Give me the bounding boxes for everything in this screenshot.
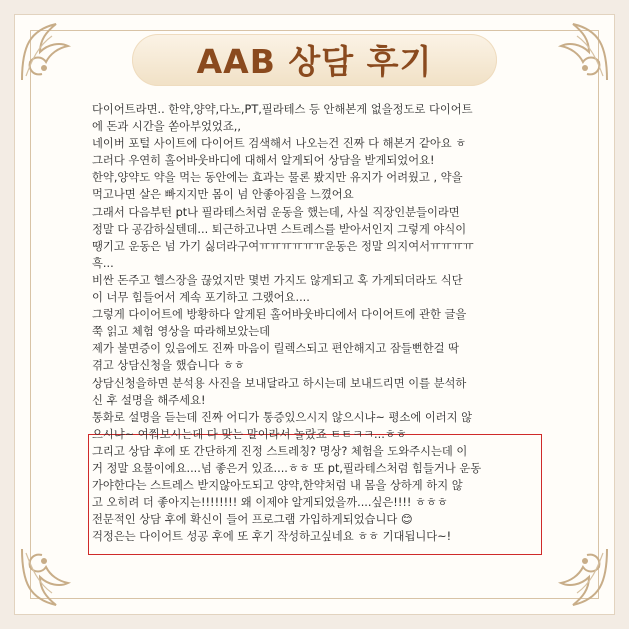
review-line: 그렇게 다이어트에 방황하다 알게된 홀어바웃바디에서 다이어트에 관한 글을 [92, 308, 467, 322]
review-line: 이 너무 힘들어서 계속 포기하고 그랬어요.... [92, 291, 310, 305]
review-line: 한약,양약도 약을 먹는 동안에는 효과는 물론 봤지만 유지가 어려웠고 , 약을 [92, 171, 463, 185]
review-line: 에 돈과 시간을 쏟아부었었죠,, [92, 120, 241, 134]
review-line: 통화로 설명을 듣는데 진짜 어디가 통증있으시지 않으시냐~ 평소에 이러지 않 [92, 410, 473, 424]
review-line: 전문적인 상담 후에 확신이 들어 프로그램 가입하게되었습니다 😊 [92, 513, 413, 527]
page-title: AAB 상담 후기 [196, 42, 433, 81]
review-line: 걱정은는 다이어트 성공 후에 또 후기 작성하고싶네요 ㅎㅎ 기대됩니다~! [92, 530, 452, 544]
corner-ornament-icon [16, 543, 86, 613]
review-line: 정말 다 공감하실텐데... 퇴근하고나면 스트레스를 받아서인지 그렇게 야식이 [92, 222, 467, 236]
review-line: 고 오히려 더 좋아지는!!!!!!!! 왜 이제야 알게되었을까....싶은!!!! ㅎㅎㅎ [92, 496, 448, 510]
review-line: 쭉 읽고 체험 영상을 따라해보았는데 [92, 325, 271, 339]
review-line: 거 정말 요물이에요....넘 좋은거 있죠....ㅎㅎ 또 pt,필라테스처럼 힘들거나 운동 [92, 461, 482, 475]
review-line: 가야한다는 스트레스 받지않아도되고 양약,한약처럼 내 몸을 상하게 하지 않 [92, 479, 463, 493]
review-line: 그리고 상담 후에 또 간단하게 진정 스트레칭? 명상? 체험을 도와주시는데 이 [92, 444, 468, 458]
review-line: 제가 불면증이 있음에도 진짜 마음이 릴렉스되고 편안해지고 잠들뻔한걸 딱 [92, 342, 460, 356]
review-line: 그래서 다음부턴 pt나 필라테스처럼 운동을 했는데, 사실 직장인분들이라면 [92, 205, 460, 219]
review-body [92, 101, 552, 545]
review-line: 상담신청을하면 분석용 사진을 보내달라고 하시는데 보내드리면 이를 분석하 [92, 376, 467, 390]
review-line: 으시냐~ 여쭤보시는데 다 맞는 말이라서 놀랐죠 ㅌㅌㅋㅋ...ㅎㅎ [92, 427, 407, 441]
corner-ornament-icon [543, 543, 613, 613]
review-line: 다이어트라면.. 한약,양약,다노,PT,필라테스 등 안해본게 없을정도로 다이어트 [92, 103, 473, 116]
review-line: 그러다 우연히 홀어바웃바디에 대해서 알게되어 상담을 받게되었어요! [92, 154, 435, 168]
review-line: 네이버 포털 사이트에 다이어트 검색해서 나오는건 진짜 다 해본거 같아요 ㅎ [92, 137, 467, 151]
review-line: 겪고 상담신청을 했습니다 ㅎㅎ [92, 359, 245, 373]
review-line: 신 후 설명을 해주세요! [92, 393, 206, 407]
review-line: 땡기고 운동은 넘 가기 싫더라구여ㅠㅠㅠㅠㅠㅠ운동은 정말 의지여서ㅠㅠㅠㅠ [92, 239, 474, 253]
review-line: 비싼 돈주고 헬스장을 끊었지만 몇번 가지도 않게되고 혹 가게되더라도 식단 [92, 273, 463, 287]
review-line: 먹고나면 살은 빠지지만 몸이 넘 안좋아짐을 느꼈어요 [92, 188, 354, 202]
review-line: 흑... [92, 256, 114, 270]
